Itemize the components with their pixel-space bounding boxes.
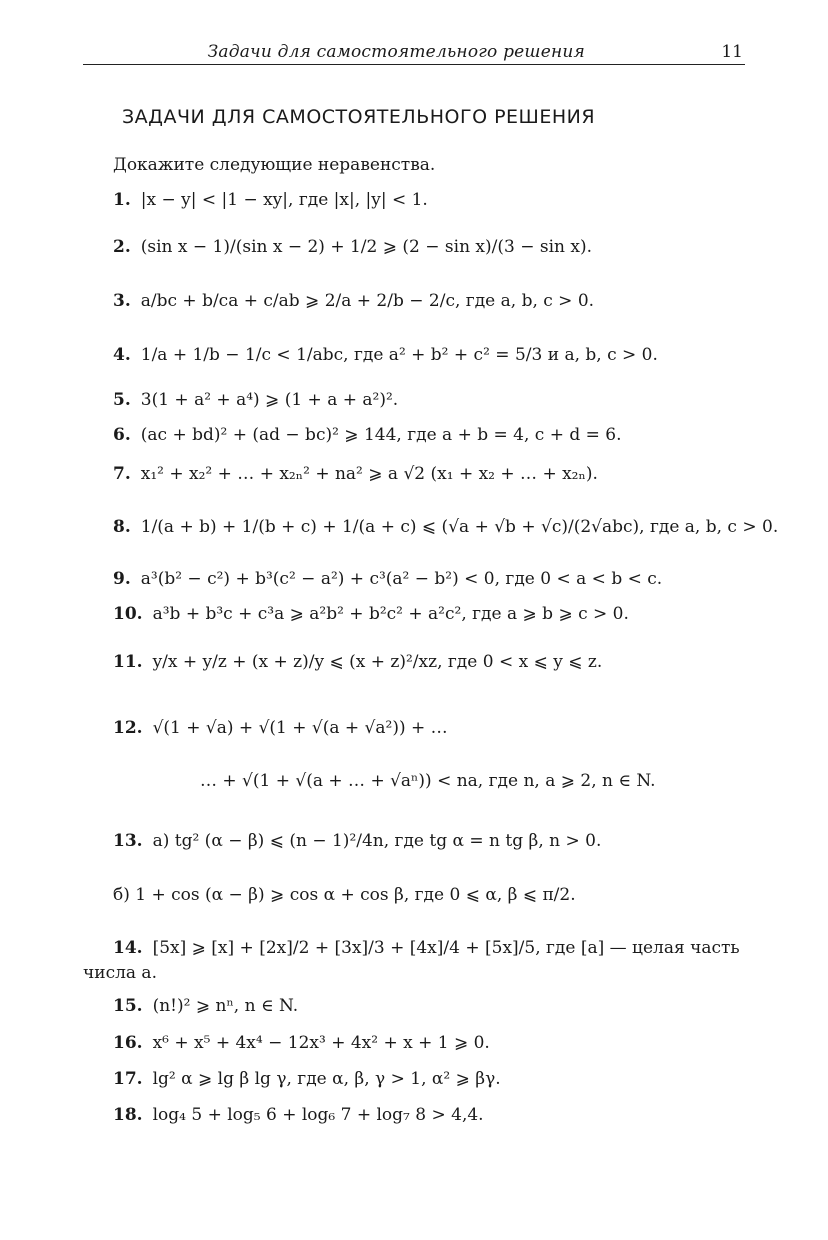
section-title: ЗАДАЧИ ДЛЯ САМОСТОЯТЕЛЬНОГО РЕШЕНИЯ (122, 106, 596, 128)
problem-expression: √(1 + √a) + √(1 + √(a + √a²)) + … (152, 718, 448, 738)
problem-number: 15. (113, 996, 143, 1016)
problem-12 (113, 718, 448, 738)
problem-number: 10. (113, 604, 143, 624)
problem-18 (113, 1105, 484, 1125)
problem-number: 2. (113, 237, 131, 257)
problem-expression: a³(b² − c²) + b³(c² − a²) + c³(a² − b²) < 0, где 0 < a < b < c. (140, 569, 663, 589)
problem-4 (113, 345, 658, 365)
problem-expression: [5x] ⩾ [x] + [2x]/2 + [3x]/3 + [4x]/4 + [5x]/5, где [a] — целая часть (152, 938, 740, 958)
problem-number: 9. (113, 569, 131, 589)
problem-15 (113, 996, 298, 1016)
problem-7 (113, 464, 598, 484)
problem-number: 11. (113, 652, 143, 672)
page-number: 11 (721, 42, 743, 62)
problem-16 (113, 1033, 490, 1053)
page-header (83, 40, 745, 65)
problem-number: 8. (113, 517, 131, 537)
problem-number: 6. (113, 425, 131, 445)
problem-expression: a/bc + b/ca + c/ab ⩾ 2/a + 2/b − 2/c, где a, b, c > 0. (140, 291, 595, 311)
problem-expression: а) tg² (α − β) ⩽ (n − 1)²/4n, где tg α = n tg β, n > 0. (152, 831, 602, 851)
problem-number: 7. (113, 464, 131, 484)
problem-8 (113, 517, 778, 537)
problem-number: 1. (113, 190, 131, 210)
problem-expression: (ac + bd)² + (ad − bc)² ⩾ 144, где a + b = 4, c + d = 6. (140, 425, 622, 445)
problem-13 (113, 831, 601, 851)
problem-number: 12. (113, 718, 143, 738)
problem-3 (113, 291, 594, 311)
problem-17 (113, 1069, 501, 1089)
problem-6 (113, 425, 622, 445)
problem-expression: log₄ 5 + log₅ 6 + log₆ 7 + log₇ 8 > 4,4. (152, 1105, 484, 1125)
problem-13-part-b: б) 1 + cos (α − β) ⩾ cos α + cos β, где 0 ⩽ α, β ⩽ π/2. (113, 885, 576, 905)
problem-14 (113, 938, 740, 958)
problem-expression: 1/(a + b) + 1/(b + c) + 1/(a + c) ⩽ (√a + √b + √c)/(2√abc), где a, b, c > 0. (140, 517, 779, 537)
problem-expression: a³b + b³c + c³a ⩾ a²b² + b²c² + a²c², где a ⩾ b ⩾ c > 0. (152, 604, 629, 624)
problem-number: 16. (113, 1033, 143, 1053)
intro-text: Докажите следующие неравенства. (113, 155, 436, 175)
problem-expression: y/x + y/z + (x + z)/y ⩽ (x + z)²/xz, где 0 < x ⩽ y ⩽ z. (152, 652, 603, 672)
problem-11 (113, 652, 602, 672)
problem-9 (113, 569, 662, 589)
problem-expression: x₁² + x₂² + … + x₂ₙ² + na² ⩾ a √2 (x₁ + x₂ + … + x₂ₙ). (140, 464, 598, 484)
problem-expression: 1/a + 1/b − 1/c < 1/abc, где a² + b² + c² = 5/3 и a, b, c > 0. (140, 345, 658, 365)
problem-expression: 3(1 + a² + a⁴) ⩾ (1 + a + a²)². (140, 390, 399, 410)
problem-5 (113, 390, 398, 410)
problem-number: 4. (113, 345, 131, 365)
problem-expression: (n!)² ⩾ nⁿ, n ∈ N. (152, 996, 299, 1016)
problem-number: 3. (113, 291, 131, 311)
problem-expression: x⁶ + x⁵ + 4x⁴ − 12x³ + 4x² + x + 1 ⩾ 0. (152, 1033, 490, 1053)
problem-14-wrap: числа a. (83, 963, 157, 983)
problem-12-continuation: … + √(1 + √(a + … + √aⁿ)) < na, где n, a ⩾ 2, n ∈ N. (200, 771, 656, 791)
problem-1 (113, 190, 428, 210)
problem-number: 13. (113, 831, 143, 851)
problem-10 (113, 604, 629, 624)
problem-number: 18. (113, 1105, 143, 1125)
problem-number: 14. (113, 938, 143, 958)
problem-2 (113, 237, 592, 257)
problem-number: 17. (113, 1069, 143, 1089)
running-title: Задачи для самостоятельного решения (207, 42, 585, 62)
problem-number: 5. (113, 390, 131, 410)
problem-expression: |x − y| < |1 − xy|, где |x|, |y| < 1. (140, 190, 428, 210)
problem-expression: lg² α ⩾ lg β lg γ, где α, β, γ > 1, α² ⩾ βγ. (152, 1069, 501, 1089)
problem-expression: (sin x − 1)/(sin x − 2) + 1/2 ⩾ (2 − sin x)/(3 − sin x). (140, 237, 593, 257)
